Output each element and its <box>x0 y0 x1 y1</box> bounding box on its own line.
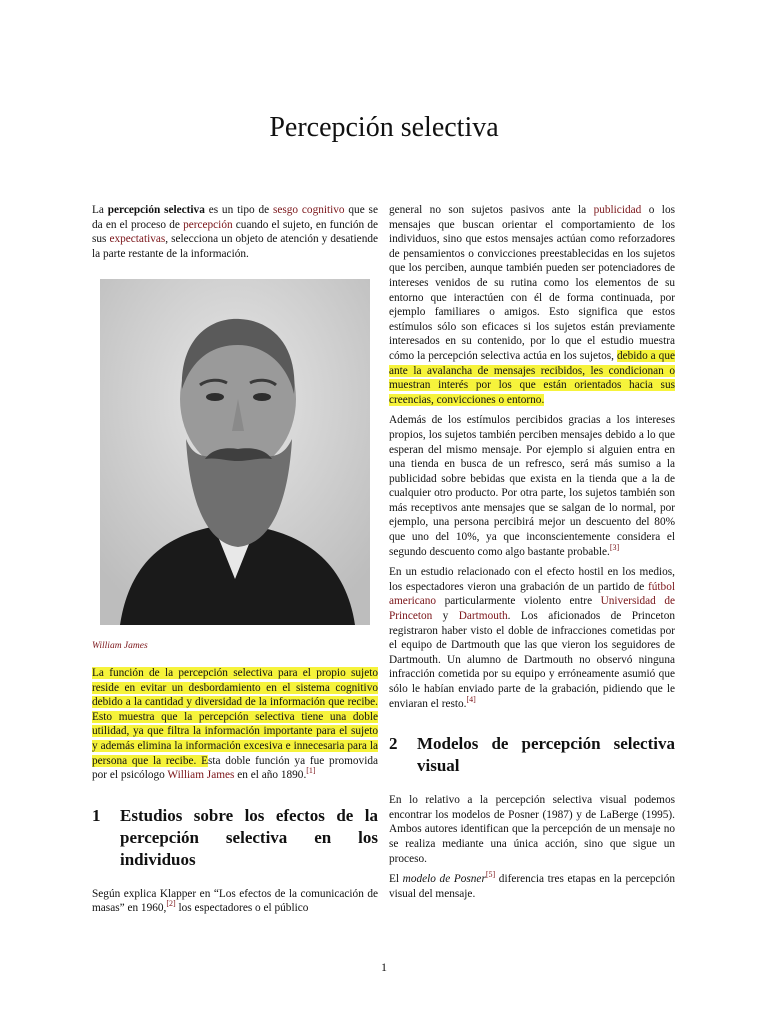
portrait-photo <box>100 279 370 625</box>
link-william-james[interactable]: William James <box>167 769 235 782</box>
reference-3[interactable]: [3] <box>609 542 620 552</box>
section-1-paragraph <box>92 887 378 916</box>
posner-paragraph <box>389 872 675 901</box>
link-princeton[interactable]: Universidad de Princeton <box>389 595 676 623</box>
highlighted-text: La función de la percepción selectiva para el propio sujeto reside en evitar un desbordamiento en el sistema cognitivo debido a la cantidad y diversidad de la información que recibe. Esto muestra que la percepción selectiva tiene una doble utilidad, ya que filtra la información importante para el sujeto y además elimina la información excesiva e innecesaria para la persona que la recibe. E <box>92 666 378 767</box>
paragraph-text: En un estudio relacionado con el efecto hostil en los medios, los espectadores vieron una grabación de un partido de <box>389 566 675 593</box>
intro-text: es un tipo de <box>204 204 273 216</box>
section-title: Modelos de percepción selectiva visual <box>417 734 675 776</box>
intro-text: La <box>92 204 108 216</box>
page-title: Percepción selectiva <box>269 112 499 143</box>
expectation-paragraph <box>389 413 675 559</box>
section-1-heading <box>92 805 378 871</box>
hostile-effect-paragraph <box>389 565 675 711</box>
reference-1[interactable]: [1] <box>306 766 316 776</box>
reference-5[interactable]: [5] <box>485 870 496 880</box>
paragraph-text: o los mensajes que buscan orientar el comportamiento de los individuos, sino que estos mensajes actúan como reforzadores de pensamientos o convicciones preestablecidas en los sujetos que los perciben, aunque también pueden ser potenciadores de intereses venidos de su rutina como los elementos de su entorno que interactúen con él de forma continuada, por ejemplo familiares o amigos. Esto significa que estos estímulos sólo son eficaces si los sujetos están previamente interesados en su contenido, por lo que el estudio muestra cómo la percepción selectiva actúa en los sujetos, <box>389 204 675 362</box>
reference-2[interactable]: [2] <box>166 899 176 909</box>
emphasis-text: modelo de Posner <box>402 873 486 886</box>
figure-caption: William James <box>92 641 148 652</box>
paragraph-text: general no son sujetos pasivos ante la <box>389 204 594 216</box>
paragraph-text: y <box>432 610 459 623</box>
link-percepcion[interactable]: percepción <box>183 218 233 231</box>
section-number: 2 <box>389 734 398 754</box>
highlighted-text: debido a que ante la avalancha de mensajes recibidos, les condicionan o muestran interés por los que están orientados hacia sus creencias, convicciones o entorno. <box>389 349 675 406</box>
paragraph-text: sta doble función ya fue promovida por el psicólogo <box>92 754 378 782</box>
section-2-heading <box>389 733 675 777</box>
paragraph-text: Además de los estímulos percibidos gracias a los intereses propios, los sujetos también perciben mensajes debido a lo que esperan del mismo mensaje. Por ejemplo si alguien entra en una tienda en busca de un refresco, será más sumiso a la publicidad sobre bebidas que exista en la tienda que a la de cualquier otro producto. Por otra parte, los sujetos también son más receptivos ante mensajes que se salgan de lo normal, por ejemplo, una persona percibirá mejor un descuento del 80% que uno del 10%, ya que inconscientemente considera el segundo descuento como algo bastante probable. <box>389 414 675 558</box>
intro-term: percepción selectiva <box>107 204 205 216</box>
right-column <box>389 203 675 907</box>
link-sesgo-cognitivo[interactable]: sesgo cognitivo <box>272 204 345 216</box>
intro-text: cuando el sujeto, en función de sus <box>92 218 378 246</box>
function-paragraph <box>92 666 378 783</box>
paragraph-text: los espectadores o el público <box>175 902 309 915</box>
paragraph-text: particularmente violento entre <box>436 595 601 608</box>
link-expectativas[interactable]: expectativas <box>109 233 166 246</box>
paragraph-text: diferencia tres etapas en la percepción visual del mensaje. <box>389 873 675 900</box>
left-column <box>92 203 378 922</box>
paragraph-text: . Los aficionados de Princeton registraron haber visto el doble de infracciones cometidas por el equipo de Dartmouth que las que vieron los seguidores de Dartmouth. Un alumno de Dartmouth no observó ninguna infracción cometida por su equipo y erróneamente asumió que sólo le habían enviado parte de la grabación, pidiendo que le enviaran el resto. <box>389 610 675 710</box>
paragraph-text: El <box>389 873 403 886</box>
reference-4[interactable]: [4] <box>466 694 476 704</box>
section-number: 1 <box>92 805 101 825</box>
portrait-illustration <box>100 279 370 625</box>
paragraph-text: en el año 1890. <box>234 769 307 782</box>
link-futbol-americano[interactable]: fútbol americano <box>389 580 675 608</box>
intro-paragraph <box>92 203 378 261</box>
link-publicidad[interactable]: publicidad <box>593 204 642 216</box>
intro-text: , selecciona un objeto de atención y desatiende la parte restante de la información. <box>92 233 378 260</box>
page-number: 1 <box>381 960 387 974</box>
klapper-paragraph <box>389 203 675 407</box>
link-dartmouth[interactable]: Dartmouth <box>458 610 508 623</box>
section-title: Estudios sobre los efectos de la percepción selectiva en los individuos <box>120 805 378 869</box>
intro-text: que se da en el proceso de <box>92 204 378 231</box>
section-2-paragraph: En lo relativo a la percepción selectiva visual podemos encontrar los modelos de Posner (1987) y de LaBerge (1995). Ambos autores identifican que la percepción de un mensaje no se realiza mediante una única acción, sino que sigue un proceso. <box>389 794 675 865</box>
paragraph-text: Según explica Klapper en “Los efectos de la comunicación de masas” en 1960, <box>92 887 378 915</box>
